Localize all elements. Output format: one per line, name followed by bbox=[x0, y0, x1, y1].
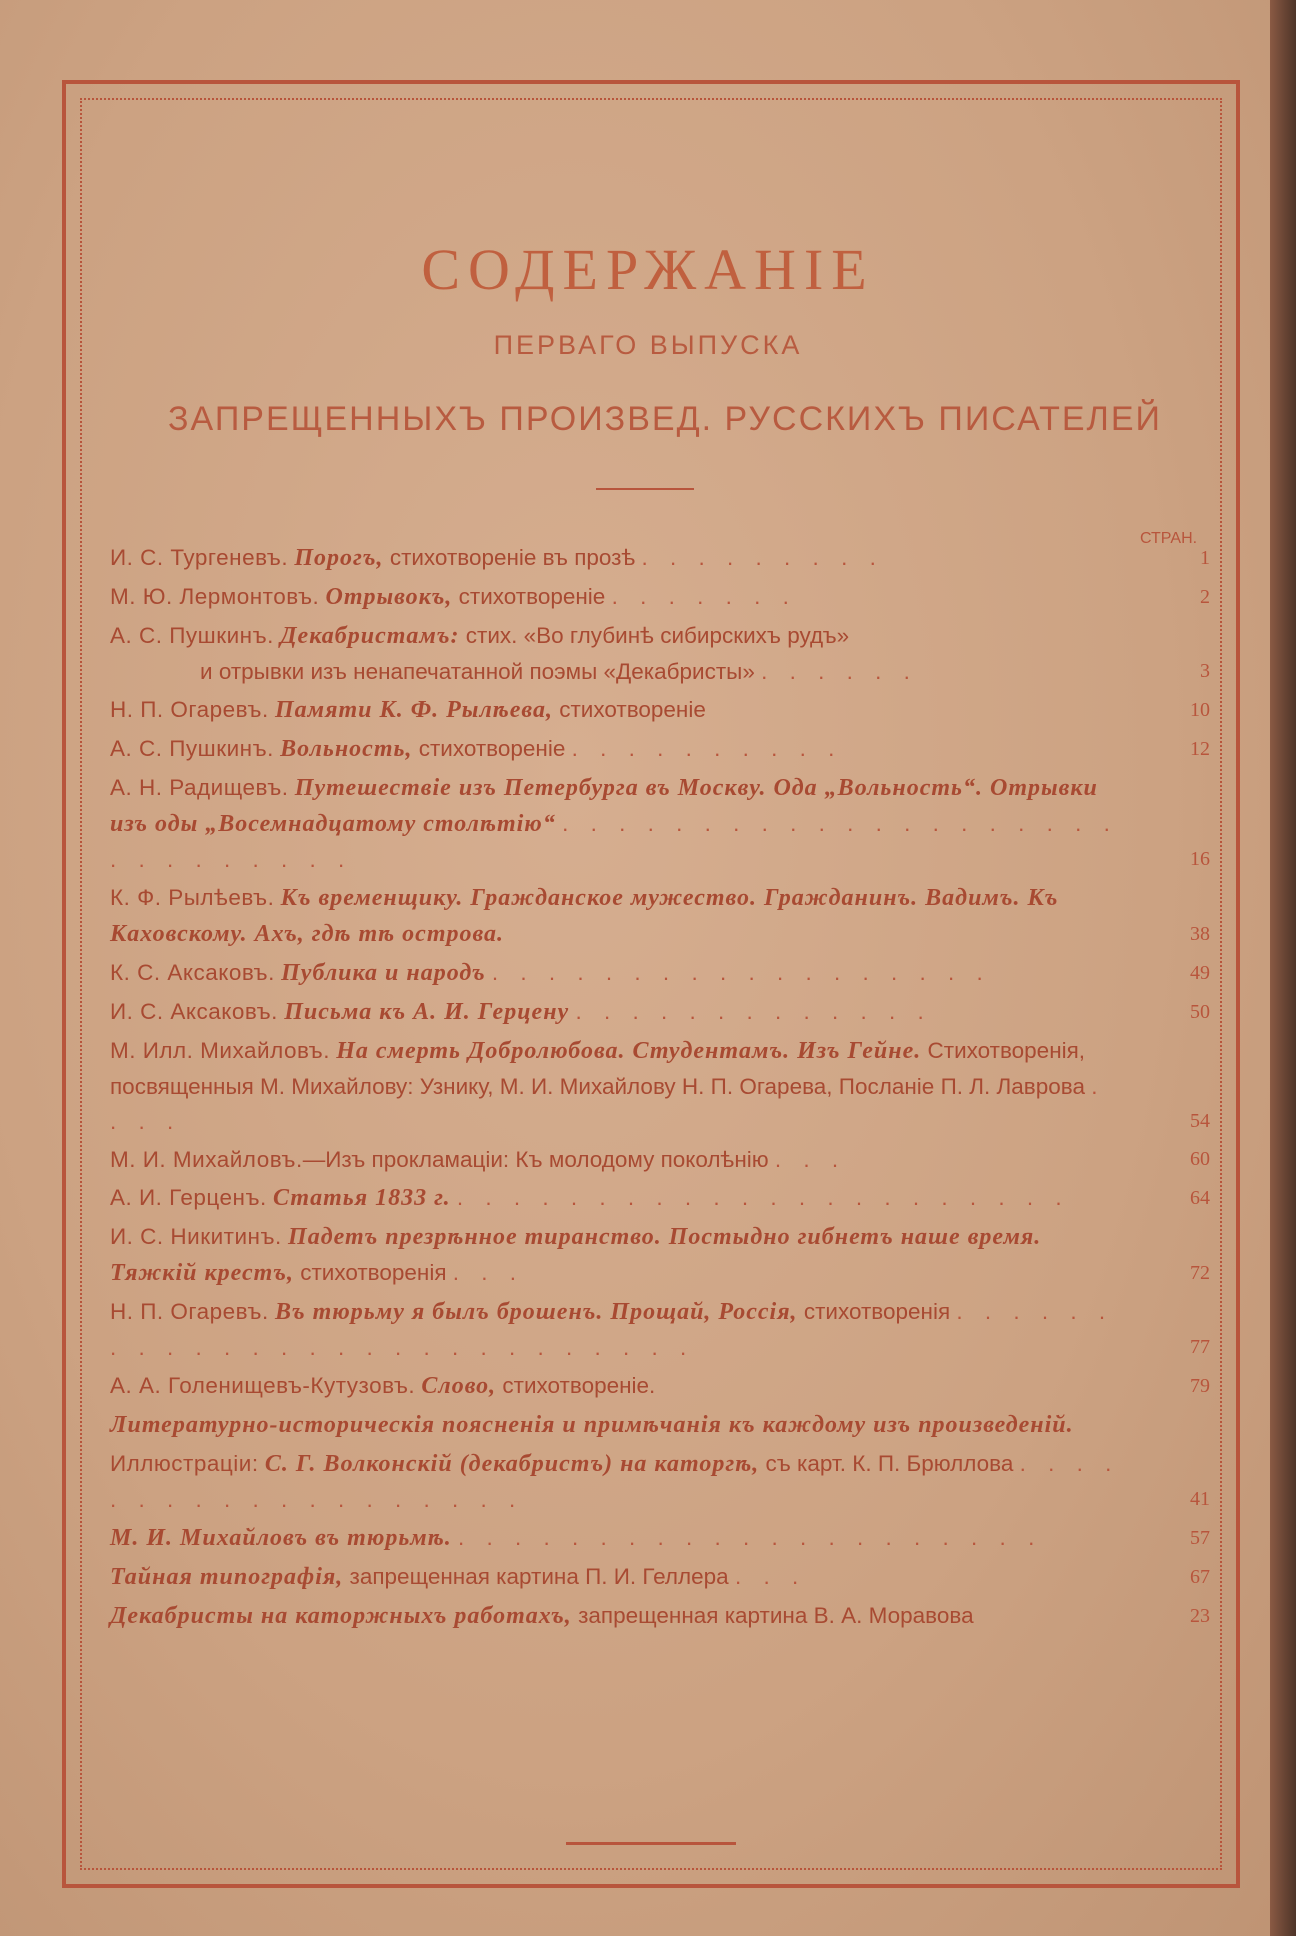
toc-work: Къ временщику. Гражданское мужество. Гражданинъ. Вадимъ. Къ Каховскому. Ахъ, гдѣ тѣ острова. bbox=[110, 885, 1059, 947]
toc-page: 23 bbox=[1190, 1605, 1210, 1627]
toc-page: 50 bbox=[1190, 1001, 1210, 1023]
toc-entry: М. И. Михайловъ въ тюрьмѣ. . . . . . . . . . . . . . . . . . . . . . 57 bbox=[110, 1520, 1230, 1556]
toc-page: 60 bbox=[1190, 1148, 1210, 1170]
toc-work: Письма къ А. И. Герцену bbox=[284, 999, 570, 1025]
toc-author: Н. П. Огаревъ. bbox=[110, 1299, 269, 1324]
toc-desc: стихотворенiе. bbox=[502, 1373, 656, 1398]
toc-work: Статья 1833 г. bbox=[273, 1185, 451, 1211]
toc-entry: Иллюстрацiи: С. Г. Волконскiй (декабристъ) на каторгѣ, съ карт. К. П. Брюллова . . . . . . . . . . . . . . . . . . . 41 bbox=[110, 1446, 1230, 1517]
toc-author: И. С. Аксаковъ. bbox=[110, 999, 278, 1024]
toc-desc: —Изъ прокламацiи: Къ молодому поколѣнiю bbox=[302, 1147, 769, 1172]
table-of-contents bbox=[110, 540, 1230, 1637]
toc-work: На смерть Добролюбова. Студентамъ. Изъ Гейне. bbox=[336, 1038, 922, 1064]
toc-entry: А. С. Пушкинъ. Декабристамъ: стих. «Во глубинѣ сибирскихъ рудъ» и отрывки изъ ненапечатанной поэмы «Декабристы» . . . . . . 3 bbox=[110, 618, 1230, 689]
toc-page: 16 bbox=[1190, 848, 1210, 870]
toc-entry: М. Илл. Михайловъ. На смерть Добролюбова. Студентамъ. Изъ Гейне. Стихотворенiя, посвященныя М. Михайлову: Узнику, М. И. Михайлову Н. П. Огарева, Посланiе П. Л. Лаврова . . . . 54 bbox=[110, 1033, 1230, 1139]
toc-work: Публика и народъ bbox=[281, 960, 486, 986]
toc-entry: М. Ю. Лермонтовъ. Отрывокъ, стихотворенiе . . . . . . . 2 bbox=[110, 579, 1230, 615]
toc-entry: И. С. Тургеневъ. Порогъ, стихотворенiе въ прозѣ . . . . . . . . . 1 bbox=[110, 540, 1230, 576]
toc-entry bbox=[110, 880, 1230, 952]
toc-entry: Н. П. Огаревъ. Въ тюрьму я былъ брошенъ. Прощай, Россiя, стихотворенiя . . . . . . . . . . . . . . . . . . . . . . . . . . . 77 bbox=[110, 1294, 1230, 1365]
toc-author: К. С. Аксаковъ. bbox=[110, 960, 275, 985]
toc-work: С. Г. Волконскiй (декабристъ) на каторгѣ, bbox=[264, 1451, 760, 1477]
toc-author: А. Н. Радищевъ. bbox=[110, 775, 289, 800]
toc-desc-cont: и отрывки изъ ненапечатанной поэмы «Декабристы» bbox=[200, 659, 755, 684]
page-title: СОДЕРЖАНIЕ bbox=[421, 237, 875, 302]
toc-page: 57 bbox=[1190, 1527, 1210, 1549]
toc-desc: стих. «Во глубинѣ сибирскихъ рудъ» bbox=[465, 623, 850, 648]
toc-author: Н. П. Огаревъ. bbox=[110, 697, 269, 722]
toc-page: 54 bbox=[1190, 1110, 1210, 1132]
toc-author: К. Ф. Рылѣевъ. bbox=[110, 885, 275, 910]
divider-rule bbox=[596, 488, 694, 490]
toc-author: М. И. Михайловъ. bbox=[110, 1147, 303, 1172]
toc-author: М. Илл. Михайловъ. bbox=[110, 1038, 330, 1063]
toc-page: 12 bbox=[1190, 738, 1210, 760]
toc-entry: И. С. Никитинъ. Падетъ презрѣнное тиранство. Постыдно гибнетъ наше время. Тяжкiй крестъ, стихотворенiя . . . 72 bbox=[110, 1219, 1230, 1291]
toc-page: 64 bbox=[1190, 1187, 1210, 1209]
page-column-header: СТРАН. bbox=[1140, 530, 1198, 547]
toc-desc: стихотворенiе въ прозѣ bbox=[389, 545, 636, 570]
toc-entry: А. С. Пушкинъ. Вольность, стихотворенiе . . . . . . . . . . 12 bbox=[110, 731, 1230, 767]
toc-entry bbox=[110, 692, 1230, 728]
toc-work: Тайная типографiя, bbox=[110, 1564, 344, 1590]
toc-author: А. С. Пушкинъ. bbox=[110, 623, 274, 648]
toc-desc: стихотворенiе bbox=[559, 697, 706, 722]
subtitle-collection: ЗАПРЕЩЕННЫХЪ ПРОИЗВЕД. РУССКИХЪ ПИСАТЕЛЕЙ bbox=[168, 400, 1162, 438]
toc-page: 77 bbox=[1190, 1336, 1210, 1358]
toc-page: 1 bbox=[1200, 547, 1210, 569]
toc-desc: стихотворенiя bbox=[300, 1260, 447, 1285]
toc-desc: запрещенная картина В. А. Моравова bbox=[578, 1603, 974, 1628]
toc-work: Падетъ презрѣнное тиранство. Постыдно гибнетъ наше время. Тяжкiй крестъ, bbox=[110, 1224, 1042, 1286]
toc-work: Въ тюрьму я былъ брошенъ. Прощай, Россiя, bbox=[274, 1299, 798, 1325]
toc-work: Литературно-историческiя поясненiя и примѣчанiя къ каждому изъ произведенiй. bbox=[110, 1412, 1074, 1438]
toc-desc: стихотворенiе bbox=[458, 584, 606, 609]
toc-desc: стихотворенiя bbox=[803, 1299, 951, 1324]
toc-desc: съ карт. К. П. Брюллова bbox=[765, 1451, 1014, 1476]
toc-entry bbox=[110, 1407, 1230, 1443]
toc-entry: Тайная типографiя, запрещенная картина П. И. Геллера . . . 67 bbox=[110, 1559, 1230, 1595]
toc-work: Декабристы на каторжныхъ работахъ, bbox=[110, 1603, 572, 1629]
toc-desc: Стихотворенiя, посвященныя М. Михайлову: Узнику, М. И. Михайлову Н. П. Огарева, Посланiе П. Л. Лаврова bbox=[110, 1038, 1086, 1099]
toc-desc: запрещенная картина П. И. Геллера bbox=[349, 1564, 729, 1589]
toc-entry: А. И. Герценъ. Статья 1833 г. . . . . . . . . . . . . . . . . . . . . . . 64 bbox=[110, 1180, 1230, 1216]
toc-page: 38 bbox=[1190, 923, 1210, 945]
divider-rule-bottom bbox=[566, 1842, 736, 1845]
toc-work: Слово, bbox=[421, 1373, 497, 1399]
toc-author: И. С. Тургеневъ. bbox=[110, 545, 289, 570]
toc-author: А. А. Голенищевъ-Кутузовъ. bbox=[110, 1373, 416, 1398]
toc-work: Отрывокъ, bbox=[325, 584, 453, 610]
toc-page: 72 bbox=[1190, 1262, 1210, 1284]
toc-page: 67 bbox=[1190, 1566, 1210, 1588]
subtitle-issue: ПЕРВАГО ВЫПУСКА bbox=[493, 330, 803, 360]
toc-page: 49 bbox=[1190, 962, 1210, 984]
toc-author: А. С. Пушкинъ. bbox=[110, 736, 274, 761]
toc-page: 10 bbox=[1190, 699, 1210, 721]
toc-entry: И. С. Аксаковъ. Письма къ А. И. Герцену . . . . . . . . . . . . . 50 bbox=[110, 994, 1230, 1030]
toc-desc: стихотворенiе bbox=[418, 736, 566, 761]
toc-page: 79 bbox=[1190, 1375, 1210, 1397]
toc-work: Декабристамъ: bbox=[280, 623, 460, 649]
toc-entry: А. Н. Радищевъ. Путешествiе изъ Петербурга въ Москву. Ода „Вольность“. Отрывки изъ оды „Восемнадцатому столѣтiю“ . . . . . . . . . . . . . . . . . . . . . . . . . . . . . 16 bbox=[110, 770, 1230, 877]
toc-page: 3 bbox=[1200, 660, 1210, 682]
toc-work: Путешествiе изъ Петербурга въ Москву. Ода „Вольность“. Отрывки изъ оды „Восемнадцатому столѣтiю“ bbox=[110, 775, 1098, 837]
toc-page: 41 bbox=[1190, 1488, 1210, 1510]
toc-work: Порогъ, bbox=[294, 545, 384, 571]
toc-entry: К. С. Аксаковъ. Публика и народъ . . . . . . . . . . . . . . . . . . 49 bbox=[110, 955, 1230, 991]
toc-entry bbox=[110, 1598, 1230, 1634]
toc-entry: М. И. Михайловъ.—Изъ прокламацiи: Къ молодому поколѣнiю . . . 60 bbox=[110, 1142, 1230, 1177]
toc-author: Иллюстрацiи: bbox=[110, 1451, 259, 1476]
toc-work: Вольность, bbox=[280, 736, 413, 762]
toc-author: А. И. Герценъ. bbox=[110, 1185, 267, 1210]
toc-author: М. Ю. Лермонтовъ. bbox=[110, 584, 320, 609]
toc-page: 2 bbox=[1200, 586, 1210, 608]
toc-work: М. И. Михайловъ въ тюрьмѣ. bbox=[110, 1525, 452, 1551]
toc-work: Памяти К. Ф. Рылѣева, bbox=[274, 697, 553, 723]
toc-author: И. С. Никитинъ. bbox=[110, 1224, 282, 1249]
toc-entry bbox=[110, 1368, 1230, 1404]
